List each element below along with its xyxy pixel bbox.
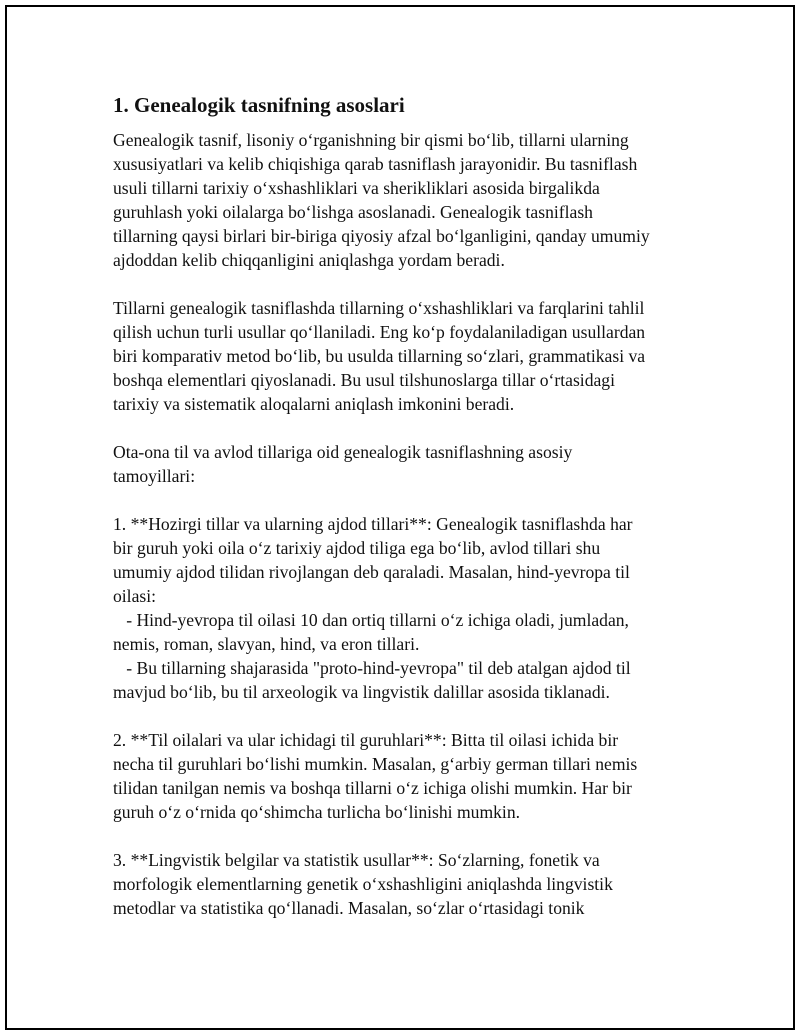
text-line: necha til guruhlari boʻlishi mumkin. Masalan, gʻarbiy german tillari nemis bbox=[113, 754, 638, 774]
text-line: tillarning qaysi birlari bir-biriga qiyosiy afzal boʻlganligini, qanday umumiy bbox=[113, 226, 650, 246]
text-line: xususiyatlari va kelib chiqishiga qarab tasniflash jarayonidir. Bu tasniflash bbox=[113, 154, 638, 174]
text-line: boshqa elementlari qiyoslanadi. Bu usul tilshunoslarga tillar oʻrtasidagi bbox=[113, 370, 615, 390]
list-item-3 bbox=[113, 848, 693, 920]
sub-bullet-line: - Bu tillarning shajarasida "proto-hind-yevropa" til deb atalgan ajdod til bbox=[113, 658, 631, 678]
text-line: qilish uchun turli usullar qoʻllaniladi. Eng koʻp foydalaniladigan usullardan bbox=[113, 322, 646, 342]
text-line: 1. **Hozirgi tillar va ularning ajdod tillari**: Genealogik tasniflashda har bbox=[113, 514, 633, 534]
text-line: ajdoddan kelib chiqqanligini aniqlashga yordam beradi. bbox=[113, 250, 505, 270]
text-line: guruh oʻz oʻrnida qoʻshimcha turlicha boʻlinishi mumkin. bbox=[113, 802, 521, 822]
text-line: bir guruh yoki oila oʻz tarixiy ajdod tiliga ega boʻlib, avlod tillari shu bbox=[113, 538, 601, 558]
list-item-2 bbox=[113, 728, 693, 824]
text-line: morfologik elementlarning genetik oʻxshashligini aniqlashda lingvistik bbox=[113, 874, 613, 894]
text-line: 2. **Til oilalari va ular ichidagi til guruhlari**: Bitta til oilasi ichida bir bbox=[113, 730, 619, 750]
text-line: oilasi: bbox=[113, 586, 157, 606]
list-item-1 bbox=[113, 512, 693, 704]
text-line: Tillarni genealogik tasniflashda tillarning oʻxshashliklari va farqlarini tahlil bbox=[113, 298, 645, 318]
document-body bbox=[113, 88, 693, 944]
paragraph-methods bbox=[113, 296, 693, 416]
text-line: nemis, roman, slavyan, hind, va eron tillari. bbox=[113, 634, 420, 654]
text-line: usuli tillarni tarixiy oʻxshashliklari va sherikliklari asosida birgalikda bbox=[113, 178, 600, 198]
text-line: biri komparativ metod boʻlib, bu usulda tillarning soʻzlari, grammatikasi va bbox=[113, 346, 646, 366]
text-line: mavjud boʻlib, bu til arxeologik va lingvistik dalillar asosida tiklanadi. bbox=[113, 682, 610, 702]
text-line: metodlar va statistika qoʻllanadi. Masalan, soʻzlar oʻrtasidagi tonik bbox=[113, 898, 585, 918]
text-line: Genealogik tasnif, lisoniy oʻrganishning bir qismi boʻlib, tillarni ularning bbox=[113, 130, 629, 150]
text-line: Ota-ona til va avlod tillariga oid genealogik tasniflashning asosiy bbox=[113, 442, 573, 462]
text-line: 3. **Lingvistik belgilar va statistik usullar**: Soʻzlarning, fonetik va bbox=[113, 850, 600, 870]
section-heading: 1. Genealogik tasnifning asoslari bbox=[113, 93, 405, 117]
text-line: tamoyillari: bbox=[113, 466, 196, 486]
text-line: tilidan tanilgan nemis va boshqa tillarni oʻz ichiga olishi mumkin. Har bir bbox=[113, 778, 632, 798]
sub-bullet-line: - Hind-yevropa til oilasi 10 dan ortiq tillarni oʻz ichiga oladi, jumladan, bbox=[113, 610, 629, 630]
paragraph-intro bbox=[113, 128, 693, 272]
text-line: umumiy ajdod tilidan rivojlangan deb qaraladi. Masalan, hind-yevropa til bbox=[113, 562, 630, 582]
paragraph-principles-intro bbox=[113, 440, 693, 488]
text-line: guruhlash yoki oilalarga boʻlishga asoslanadi. Genealogik tasniflash bbox=[113, 202, 593, 222]
text-line: tarixiy va sistematik aloqalarni aniqlash imkonini beradi. bbox=[113, 394, 515, 414]
